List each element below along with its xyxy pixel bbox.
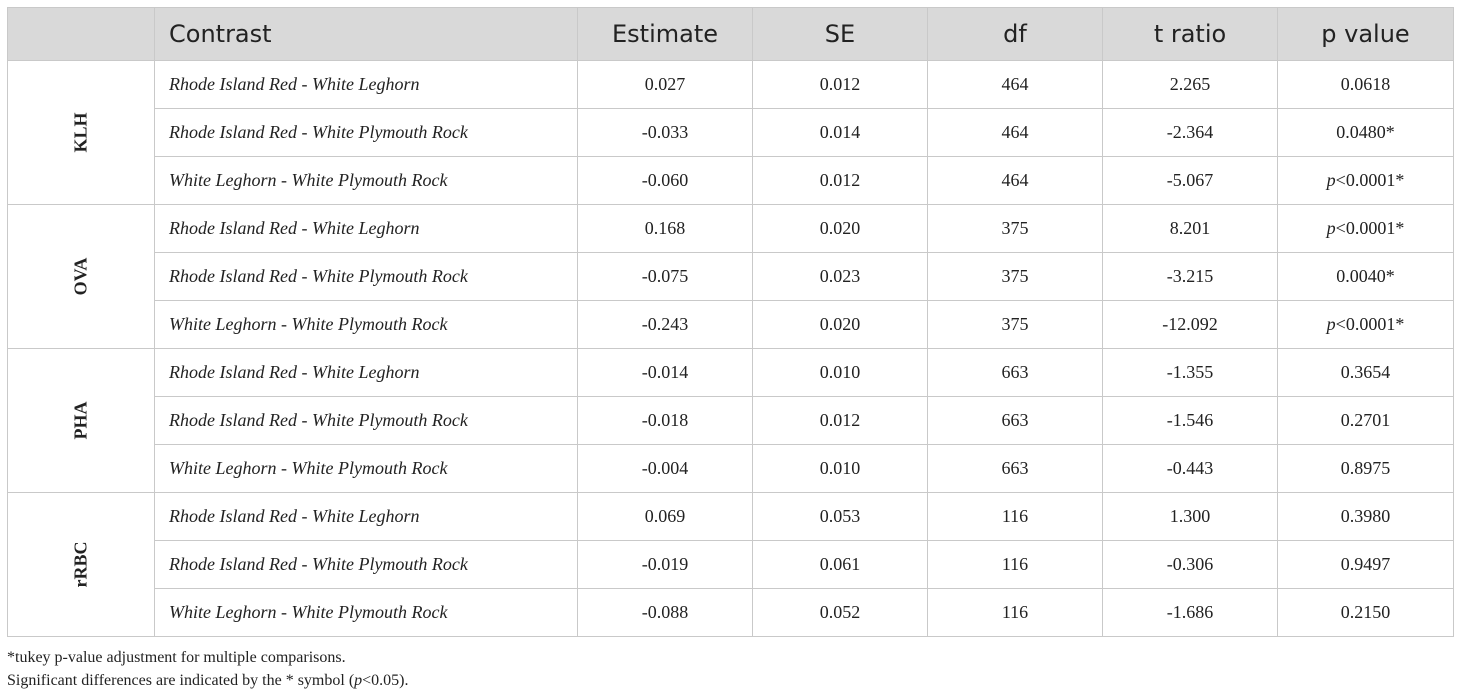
se-cell: 0.053 [753, 493, 928, 541]
t-ratio-cell: -5.067 [1103, 157, 1278, 205]
contrast-table [7, 7, 1454, 637]
p-value-text: <0.0001* [1335, 170, 1405, 190]
contrast-cell: Rhode Island Red - White Plymouth Rock [155, 109, 578, 157]
t-ratio-cell: -12.092 [1103, 301, 1278, 349]
p-value-cell [1278, 61, 1454, 109]
header-t-ratio: t ratio [1103, 8, 1278, 61]
estimate-cell: 0.168 [578, 205, 753, 253]
contrast-cell: Rhode Island Red - White Plymouth Rock [155, 397, 578, 445]
group-label: rRBC [70, 541, 91, 588]
df-cell: 663 [928, 397, 1103, 445]
contrast-cell: White Leghorn - White Plymouth Rock [155, 445, 578, 493]
t-ratio-cell: -0.443 [1103, 445, 1278, 493]
estimate-cell: -0.060 [578, 157, 753, 205]
t-ratio-cell: -1.546 [1103, 397, 1278, 445]
contrast-cell: White Leghorn - White Plymouth Rock [155, 301, 578, 349]
table-row [8, 301, 1454, 349]
se-cell: 0.012 [753, 157, 928, 205]
header-p-value: p value [1278, 8, 1454, 61]
p-value-text: 0.0040* [1336, 266, 1395, 286]
header-df: df [928, 8, 1103, 61]
p-value-text: 0.9497 [1340, 554, 1391, 574]
estimate-cell: -0.033 [578, 109, 753, 157]
se-cell: 0.014 [753, 109, 928, 157]
table-row [8, 445, 1454, 493]
p-value-cell [1278, 493, 1454, 541]
se-cell: 0.010 [753, 445, 928, 493]
p-value-cell [1278, 157, 1454, 205]
table-header-row [8, 8, 1454, 61]
t-ratio-cell: 8.201 [1103, 205, 1278, 253]
se-cell: 0.023 [753, 253, 928, 301]
group-label: PHA [70, 401, 91, 440]
p-value-cell [1278, 205, 1454, 253]
p-value-cell [1278, 445, 1454, 493]
p-value-cell [1278, 397, 1454, 445]
p-value-cell [1278, 109, 1454, 157]
df-cell: 375 [928, 253, 1103, 301]
p-value-text: 0.2701 [1340, 410, 1391, 430]
estimate-cell: -0.019 [578, 541, 753, 589]
estimate-cell: 0.069 [578, 493, 753, 541]
estimate-cell: 0.027 [578, 61, 753, 109]
table-row [8, 397, 1454, 445]
p-value-prefix: p [1326, 218, 1336, 238]
contrast-cell: White Leghorn - White Plymouth Rock [155, 589, 578, 637]
p-value-text: 0.8975 [1340, 458, 1391, 478]
se-cell: 0.061 [753, 541, 928, 589]
se-cell: 0.012 [753, 61, 928, 109]
table-row [8, 253, 1454, 301]
table-row [8, 589, 1454, 637]
p-value-cell [1278, 541, 1454, 589]
t-ratio-cell: -1.355 [1103, 349, 1278, 397]
estimate-cell: -0.014 [578, 349, 753, 397]
t-ratio-cell: -3.215 [1103, 253, 1278, 301]
estimate-cell: -0.018 [578, 397, 753, 445]
group-cell [8, 61, 155, 205]
footnote-significance-p: p [354, 672, 363, 689]
table-row [8, 157, 1454, 205]
header-group [8, 8, 155, 61]
p-value-prefix: p [1326, 314, 1336, 334]
p-value-cell [1278, 589, 1454, 637]
df-cell: 116 [928, 541, 1103, 589]
p-value-text: 0.0618 [1340, 74, 1391, 94]
p-value-cell [1278, 253, 1454, 301]
table-footnotes [7, 646, 409, 692]
contrast-cell: White Leghorn - White Plymouth Rock [155, 157, 578, 205]
comparison-table-container [7, 7, 1453, 637]
df-cell: 116 [928, 589, 1103, 637]
df-cell: 375 [928, 205, 1103, 253]
p-value-text: 0.3980 [1340, 506, 1391, 526]
header-contrast: Contrast [155, 8, 578, 61]
p-value-text: 0.2150 [1340, 602, 1391, 622]
t-ratio-cell: -1.686 [1103, 589, 1278, 637]
se-cell: 0.020 [753, 301, 928, 349]
p-value-text: <0.0001* [1335, 314, 1405, 334]
p-value-text: 0.0480* [1336, 122, 1395, 142]
se-cell: 0.010 [753, 349, 928, 397]
table-row [8, 205, 1454, 253]
contrast-cell: Rhode Island Red - White Leghorn [155, 349, 578, 397]
se-cell: 0.020 [753, 205, 928, 253]
footnote-tukey: *tukey p-value adjustment for multiple comparisons. [7, 649, 346, 666]
table-row [8, 493, 1454, 541]
table-row [8, 349, 1454, 397]
table-body [8, 61, 1454, 637]
contrast-cell: Rhode Island Red - White Plymouth Rock [155, 541, 578, 589]
table-row [8, 109, 1454, 157]
df-cell: 464 [928, 157, 1103, 205]
p-value-cell [1278, 301, 1454, 349]
p-value-prefix: p [1326, 170, 1336, 190]
df-cell: 116 [928, 493, 1103, 541]
group-label: OVA [70, 257, 91, 296]
p-value-text: <0.0001* [1335, 218, 1405, 238]
t-ratio-cell: 2.265 [1103, 61, 1278, 109]
df-cell: 375 [928, 301, 1103, 349]
footnote-significance [7, 669, 409, 692]
header-estimate: Estimate [578, 8, 753, 61]
header-se: SE [753, 8, 928, 61]
footnote-significance-text: Significant differences are indicated by the * symbol ( [7, 672, 355, 689]
group-cell [8, 493, 155, 637]
estimate-cell: -0.088 [578, 589, 753, 637]
se-cell: 0.052 [753, 589, 928, 637]
group-cell [8, 349, 155, 493]
table-row [8, 541, 1454, 589]
se-cell: 0.012 [753, 397, 928, 445]
group-cell [8, 205, 155, 349]
df-cell: 663 [928, 349, 1103, 397]
df-cell: 663 [928, 445, 1103, 493]
contrast-cell: Rhode Island Red - White Leghorn [155, 61, 578, 109]
estimate-cell: -0.243 [578, 301, 753, 349]
estimate-cell: -0.004 [578, 445, 753, 493]
t-ratio-cell: 1.300 [1103, 493, 1278, 541]
t-ratio-cell: -2.364 [1103, 109, 1278, 157]
p-value-text: 0.3654 [1340, 362, 1391, 382]
group-label: KLH [70, 112, 91, 153]
p-value-cell [1278, 349, 1454, 397]
estimate-cell: -0.075 [578, 253, 753, 301]
footnote-significance-threshold: <0.05). [362, 672, 409, 689]
contrast-cell: Rhode Island Red - White Leghorn [155, 205, 578, 253]
table-row [8, 61, 1454, 109]
df-cell: 464 [928, 61, 1103, 109]
df-cell: 464 [928, 109, 1103, 157]
contrast-cell: Rhode Island Red - White Plymouth Rock [155, 253, 578, 301]
t-ratio-cell: -0.306 [1103, 541, 1278, 589]
contrast-cell: Rhode Island Red - White Leghorn [155, 493, 578, 541]
